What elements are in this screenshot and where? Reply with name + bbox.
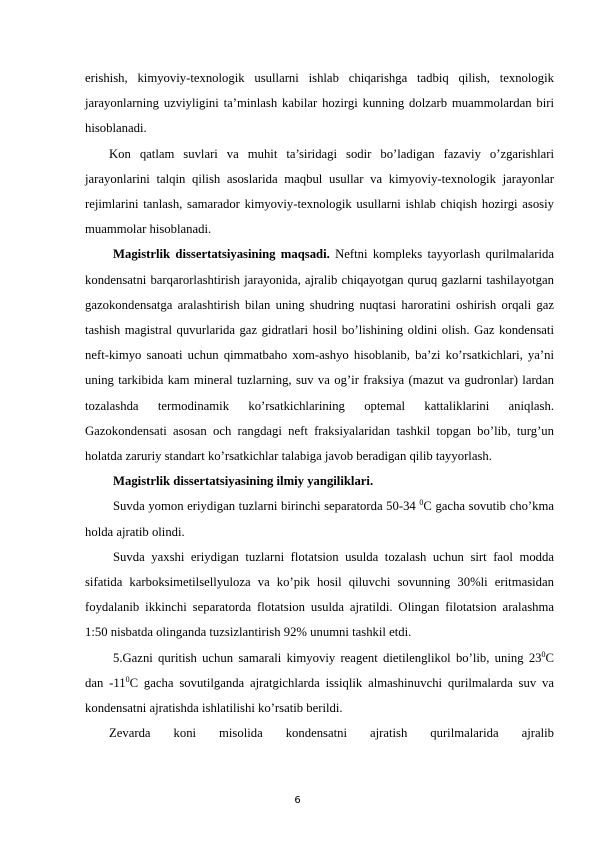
novelty-1-text-b: C gacha sovutib cho’kma holda ajratib olindi. [85, 499, 554, 539]
page-number: 6 [294, 795, 301, 806]
novelty-5-text-b: C dan -11 [85, 650, 554, 690]
degree-sup: 0 [419, 498, 424, 508]
novelty-heading: Magistrlik dissertatsiyasining ilmiy yangiliklari. [113, 474, 374, 489]
goal-text: Neftni kompleks tayyorlash qurilmalarida kondensatni barqarorlashtirish jarayonida, ajralib chiqayotgan quruq gazlarni tashilayotgan gazokondensatga aralashtirish bilan uning shudring nuqtasi haroratini oshirish orqali gaz tashish magistral quvurlarida gaz gidratlari hosil bo’lishining oldini olish. Gaz kondensati neft-kimyo sanoati uchun qimmatbaho xom-ashyo hisoblanib, ba’zi ko’rsatkichlari, ya’ni uning tarkibida kam mineral tuzlarning, suv va og’ir fraksiya (mazut va gudronlar) lardan tozalashda termodinamik ko’rsatkichlarining optemal kattaliklarini aniqlash. Gazokondensati asosan och rangdagi neft fraksiyalaridan tashkil topgan bo’lib, turg’un holatda zaruriy standart ko’rsatkichlar talabiga javob beradigan qilib tayyorlash. [85, 247, 554, 464]
paragraph-novelty-1 [85, 494, 554, 544]
novelty-5-text-c: C gacha sovutilganda ajratgichlarda issiqlik almashinuvchi qurilmalarda suv va kondensatni ajratishda ishlatilishi ko’rsatib berildi. [85, 675, 554, 716]
document-body [85, 66, 554, 746]
novelty-5-text-a: 5.Gazni quritish uchun samarali kimyoviy reagent dietilenglikol bo’lib, uning 23 [113, 650, 542, 665]
novelty-1-text-a: Suvda yomon eriydigan tuzlarni birinchi separatorda 50-34 [113, 499, 420, 514]
paragraph-problems: Kon qatlam suvlari va muhit ta’siridagi sodir bo’ladigan fazaviy o’zgarishlari jarayonlarini talqin qilish asoslarida maqbul usullar va kimyoviy-texnologik jarayonlar rejimlarini tanlash, samarador kimyoviy-texnologik usullarni ishlab chiqish hozirgi asosiy muammolar hisoblanadi. [85, 146, 554, 237]
paragraph-novelty-5 [85, 646, 554, 722]
degree-sup: 0 [125, 674, 130, 684]
goal-heading: Magistrlik dissertatsiyasining maqsadi. [113, 247, 330, 262]
paragraph-goal [85, 242, 554, 469]
paragraph-intro-continuation: erishish, kimyoviy-texnologik usullarni ishlab chiqarishga tadbiq qilish, texnologik jarayonlarning uzviyligini ta’minlash kabilar hozirgi kunning dolzarb muammolardan biri hisoblanadi. [85, 71, 554, 136]
paragraph-zevarda: Zevarda koni misolida kondensatni ajratish qurilmalarida ajralib [109, 726, 554, 741]
degree-sup: 0 [541, 649, 546, 659]
paragraph-novelty-2: Suvda yaxshi eriydigan tuzlarni flotatsion usulda tozalash uchun sirt faol modda sifatida karboksimetilsellyuloza va ko’pik hosil qiluvchi sovunning 30%li eritmasidan foydalanib ikkinchi separatorda flotatsion usulda ajratildi. Olingan filotatsion aralashma 1:50 nisbatda olinganda tuzsizlantirish 92% unumni tashkil etdi. [85, 549, 554, 640]
